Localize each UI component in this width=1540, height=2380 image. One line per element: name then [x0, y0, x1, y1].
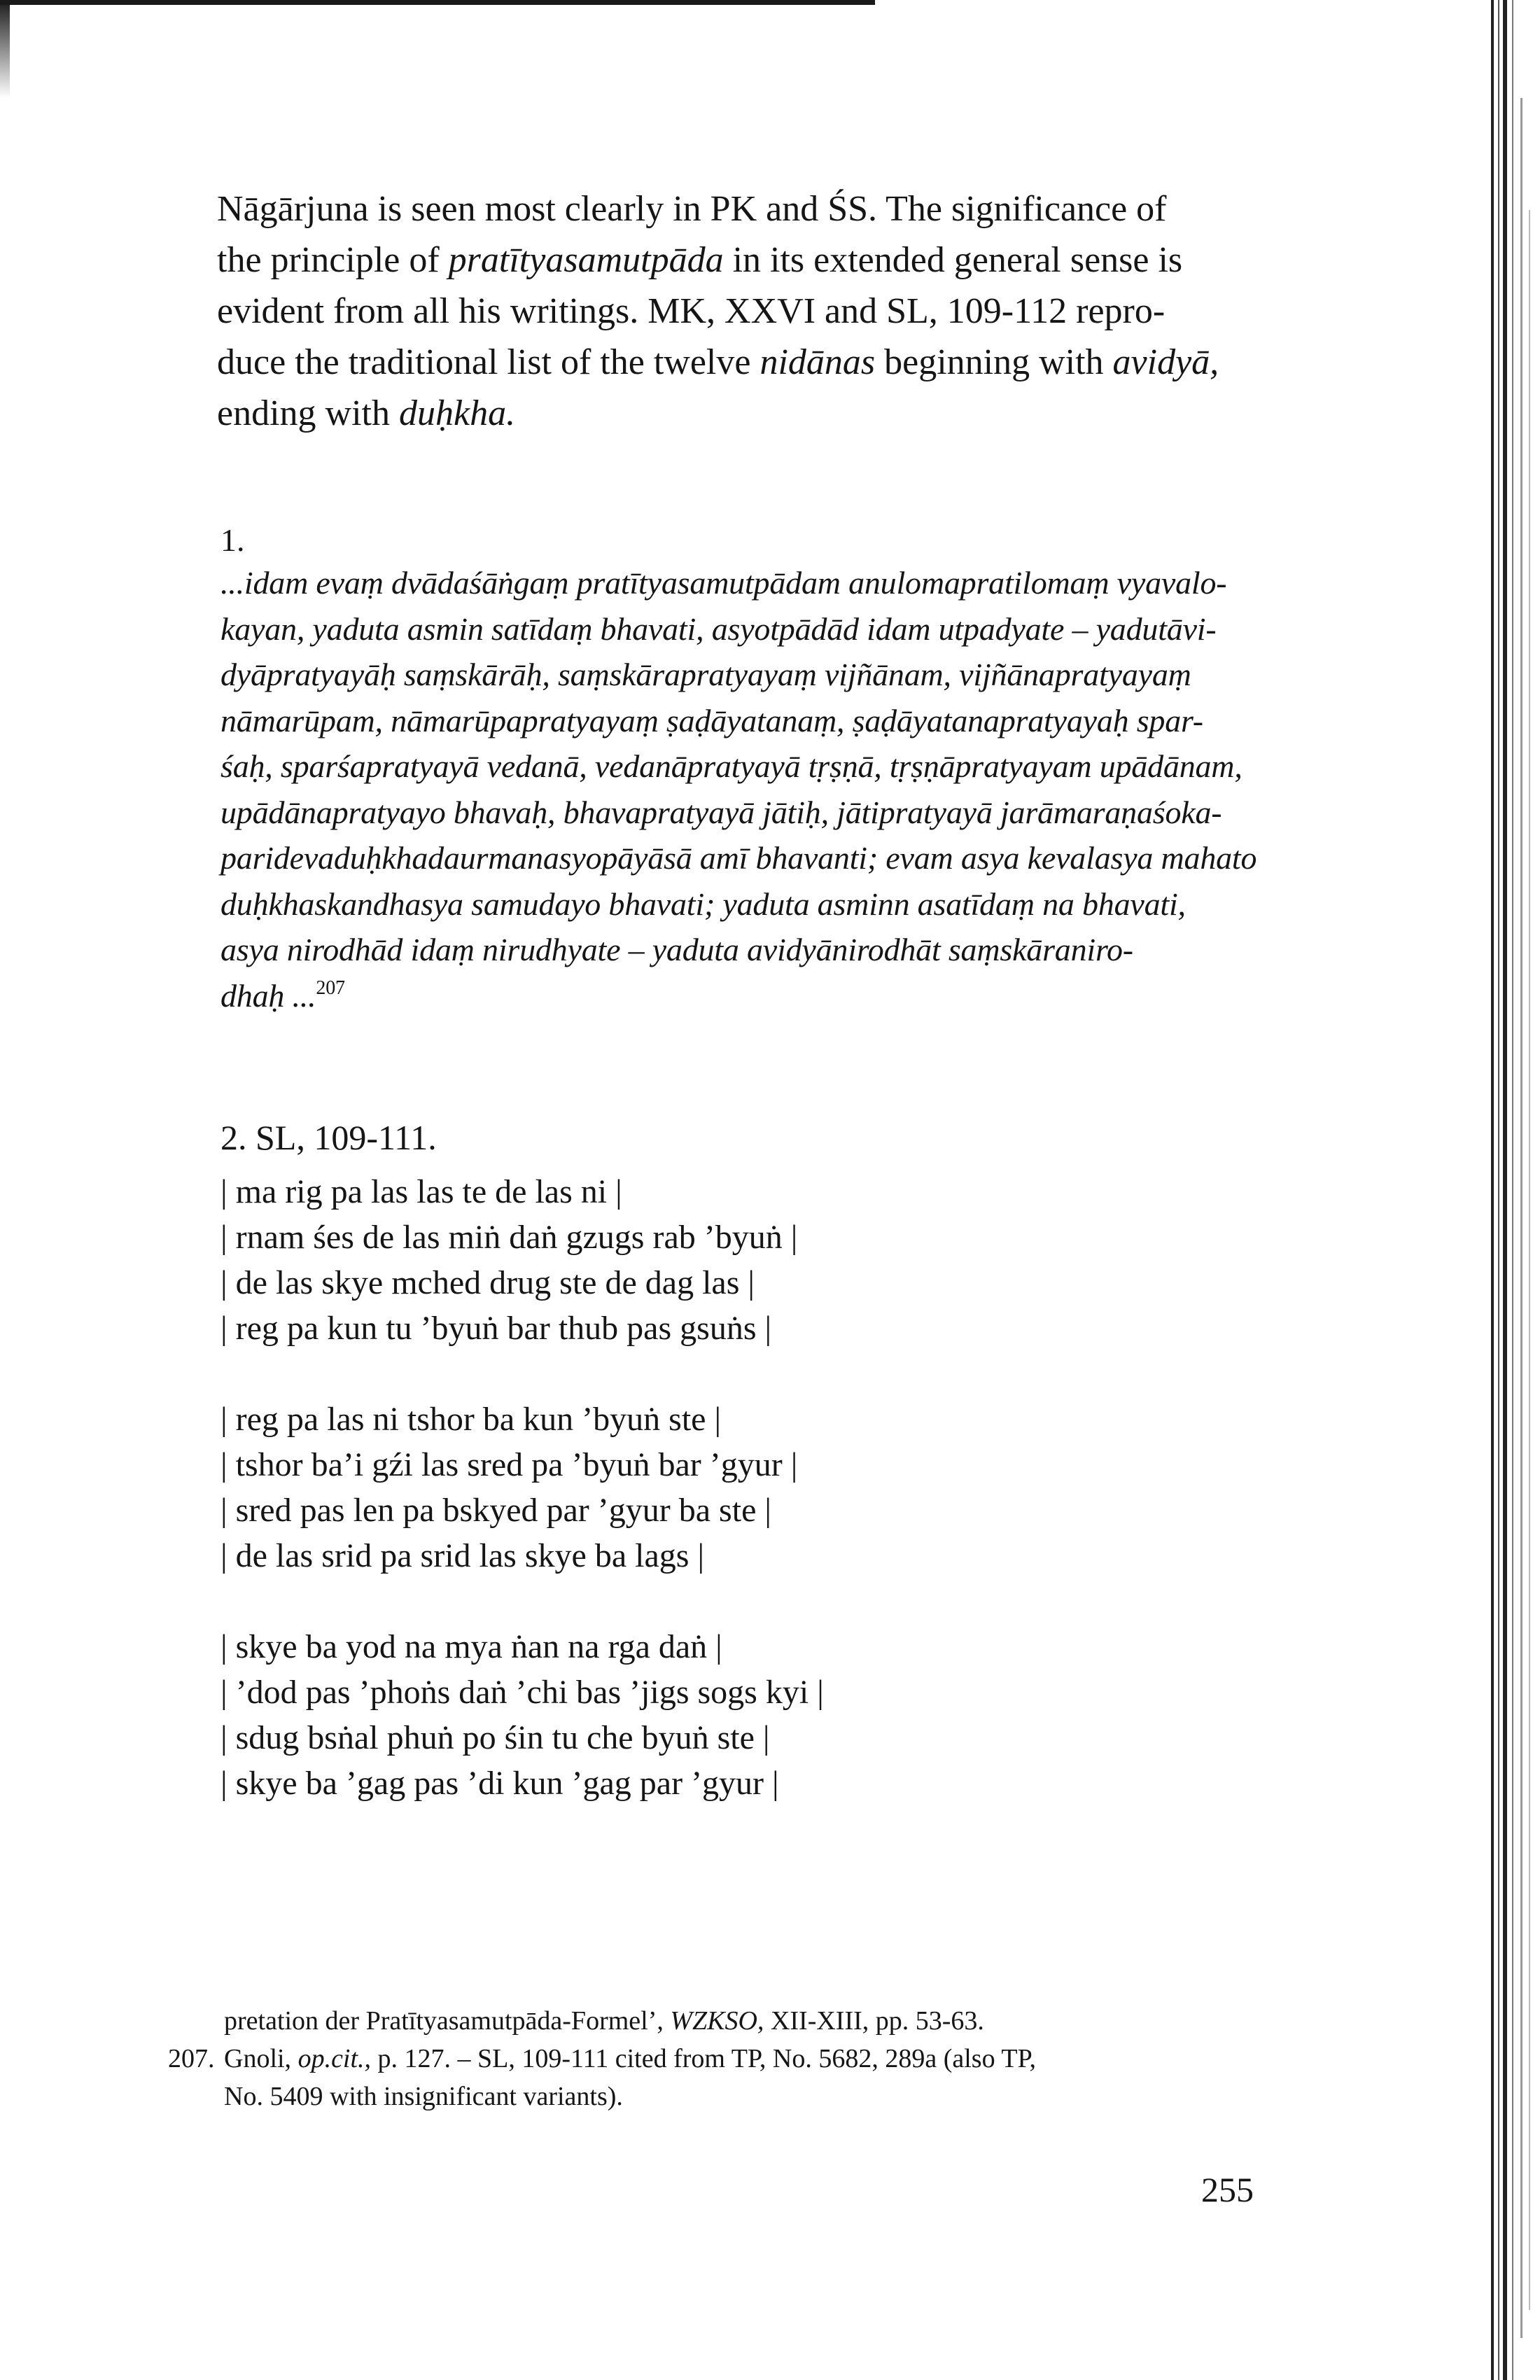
intro-line-4: duce the traditional list of the twelve nidānas beginning with avidyā,: [217, 342, 1219, 382]
footnote-ref-207: 207: [316, 976, 345, 999]
sanskrit-last-line: dhaḥ ...$^{207}$: [220, 976, 345, 1014]
intro-line-5: ending with duḥkha.: [217, 393, 516, 433]
verse-line: | sred pas len pa bskyed par ’gyur ba ste |: [220, 1492, 771, 1529]
section-1-label: 1.: [220, 522, 245, 558]
sanskrit-line: duḥkhaskandhasya samudayo bhavati; yaduta asminn asatīdaṃ na bhavati,: [220, 886, 1186, 922]
sanskrit-quotation: [220, 560, 1257, 1018]
tibetan-verses: [220, 1169, 824, 1806]
verse-line: | sdug bsṅal phuṅ po śin tu che byuṅ ste |: [220, 1719, 770, 1756]
footnotes: [168, 2002, 1260, 2115]
sanskrit-line: nāmarūpam, nāmarūpapratyayaṃ ṣaḍāyatanaṃ, ṣaḍāyatanapratyayaḥ spar-: [220, 702, 1203, 738]
sanskrit-line: dyāpratyayāḥ saṃskārāḥ, saṃskārapratyayaṃ vijñānam, vijñānapratyayaṃ: [220, 657, 1191, 692]
verse-line: | de las skye mched drug ste de dag las |: [220, 1264, 755, 1301]
stanza-1: [220, 1169, 824, 1351]
stanza-2: [220, 1396, 824, 1578]
sanskrit-line: upādānapratyayo bhavaḥ, bhavapratyayā jātiḥ, jātipratyayā jarāmaraṇaśoka-: [220, 794, 1222, 830]
sanskrit-line: asya nirodhād idaṃ nirudhyate – yaduta avidyānirodhāt saṃskāraniro-: [220, 932, 1133, 967]
scan-edge-top: [0, 0, 875, 5]
page-number: 255: [1201, 2170, 1254, 2209]
sanskrit-line: śaḥ, sparśapratyayā vedanā, vedanāpratyayā tṛṣṇā, tṛṣṇāpratyayam upādānam,: [220, 748, 1242, 784]
intro-line-3: evident from all his writings. MK, XXVI and SL, 109-112 repro-: [217, 291, 1166, 331]
verse-line: | reg pa las ni tshor ba kun ’byuṅ ste |: [220, 1401, 722, 1438]
scan-edge-left: [0, 0, 10, 98]
intro-line-1: Nāgārjuna is seen most clearly in PK and ŚS. The significance of: [217, 189, 1167, 229]
verse-line: | rnam śes de las miṅ daṅ gzugs rab ’byuṅ |: [220, 1219, 798, 1256]
intro-line-2: the principle of pratītyasamutpāda in its extended general sense is: [217, 240, 1183, 280]
book-spine-shadow: [1484, 0, 1540, 2380]
sanskrit-line: kayan, yaduta asmin satīdaṃ bhavati, asyotpādād idam utpadyate – yadutāvi-: [220, 610, 1217, 647]
footnote-207: 207. Gnoli, op.cit., p. 127. – SL, 109-111 cited from TP, No. 5682, 289a (also TP,: [168, 2040, 1260, 2078]
verse-line: | ’dod pas ’phoṅs daṅ ’chi bas ’jigs sogs kyi |: [220, 1674, 824, 1711]
verse-line: | skye ba yod na mya ṅan na rga daṅ |: [220, 1628, 722, 1665]
verse-line: | skye ba ’gag pas ’di kun ’gag par ’gyur |: [220, 1765, 779, 1802]
verse-line: | de las srid pa srid las skye ba lags |: [220, 1537, 705, 1574]
footnote-207-continued: No. 5409 with insignificant variants).: [224, 2082, 623, 2111]
sanskrit-line: ...idam evaṃ dvādaśāṅgaṃ pratītyasamutpādam anulomapratilomaṃ vyavalo-: [220, 565, 1227, 601]
footnote-continuation: pretation der Pratītyasamutpāda-Formel’, WZKSO, XII-XIII, pp. 53-63.: [224, 2006, 984, 2036]
sanskrit-line: paridevaduḥkhadaurmanasyopāyāsā amī bhavanti; evam asya kevalasya mahato: [220, 840, 1257, 876]
verse-line: | ma rig pa las las te de las ni |: [220, 1173, 622, 1210]
verse-line: | reg pa kun tu ’byuṅ bar thub pas gsuṅs |: [220, 1310, 772, 1347]
intro-paragraph: [217, 183, 1246, 439]
stanza-3: [220, 1624, 824, 1806]
verse-line: | tshor ba’i gźi las sred pa ’byuṅ bar ’gyur |: [220, 1446, 798, 1483]
section-2-label: 2. SL, 109-111.: [220, 1118, 437, 1157]
footnote-number: 207.: [168, 2044, 215, 2073]
